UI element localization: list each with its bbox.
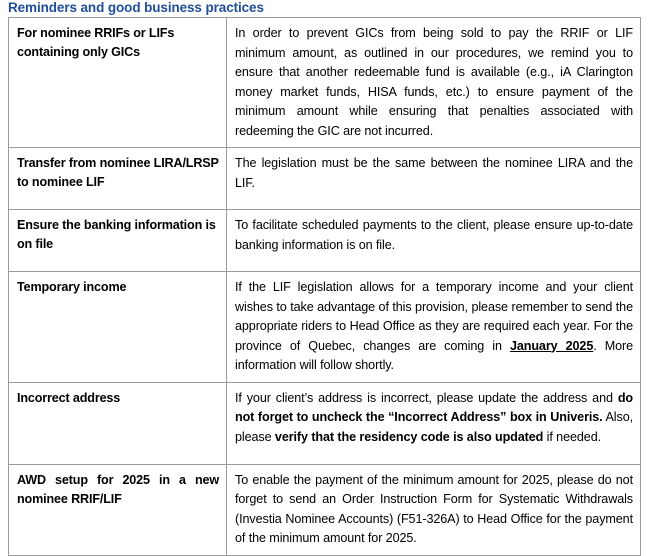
text-run: In order to prevent GICs from being sold to pay the RRIF or LIF minimum amount, as outlined in our procedures, we remind you to ensure that another redeemable fund is available (e.g., iA Clarington money market funds, HISA funds, etc.) to ensure payment of the minimum amount while ensuring that penalties associated with redeeming the GIC are not incurred. (235, 26, 633, 138)
row-body (227, 148, 641, 210)
emphasis-bold-underline: January 2025 (509, 338, 594, 353)
text-run: If the LIF legislation allows for a temporary income and your client wishes to take advantage of this provision, please remember to send the appropriate riders to Head Office as they are required each year. For the province of Quebec, changes are coming in (235, 280, 633, 353)
row-body (227, 382, 641, 464)
text-run: If your client’s address is incorrect, please update the address and (235, 390, 618, 405)
row-body (227, 464, 641, 555)
row-label: Transfer from nominee LIRA/LRSP to nominee LIF (9, 148, 227, 210)
reminders-table (8, 17, 641, 556)
table-row (9, 18, 641, 148)
row-label: Incorrect address (9, 382, 227, 464)
text-run: . More information will follow shortly. (235, 338, 633, 372)
row-body (227, 18, 641, 148)
table-row (9, 272, 641, 383)
row-label: Temporary income (9, 272, 227, 383)
row-label: AWD setup for 2025 in a new nominee RRIF/LIF (9, 464, 227, 555)
emphasis-bold: verify that the residency code is also updated (274, 429, 544, 444)
text-run: To facilitate scheduled payments to the client, please ensure up-to-date banking information is on file. (235, 218, 633, 252)
text-run: Also, please (235, 410, 633, 444)
text-run: if needed. (543, 429, 601, 444)
table-row (9, 464, 641, 555)
reminders-table-wrapper (8, 17, 640, 556)
page-title: Reminders and good business practices (8, 0, 264, 15)
row-label: Ensure the banking information is on file (9, 210, 227, 272)
table-row (9, 148, 641, 210)
row-body (227, 272, 641, 383)
table-row (9, 210, 641, 272)
table-body (9, 18, 641, 556)
emphasis-bold: do not forget to uncheck the “Incorrect Address” box in Univeris. (235, 390, 633, 424)
row-body (227, 210, 641, 272)
text-run: The legislation must be the same between the nominee LIRA and the LIF. (235, 156, 633, 190)
table-row (9, 382, 641, 464)
text-run: To enable the payment of the minimum amount for 2025, please do not forget to send an Order Instruction Form for Systematic Withdrawals (Investia Nominee Accounts) (F51-326A) to Head Office for the payment of the minimum amount for 2025. (235, 472, 633, 545)
row-label: For nominee RRIFs or LIFs containing only GICs (9, 18, 227, 148)
